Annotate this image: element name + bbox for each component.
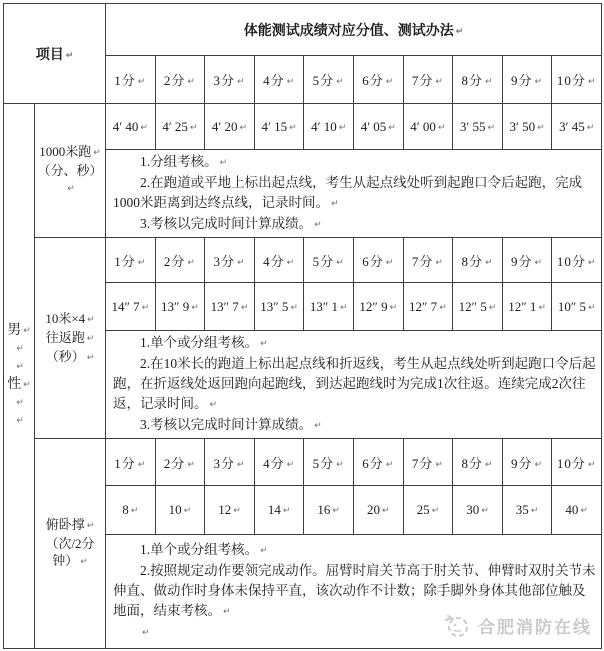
value-cell: 4′ 05 ↵	[353, 104, 403, 150]
item-name-line: （分、秒） ↵	[35, 162, 105, 198]
main-header: 体能测试成绩对应分值、测试办法 ↵	[106, 4, 602, 56]
item-name-pushups	[35, 439, 106, 649]
value-cell: 10 ↵	[155, 486, 205, 535]
value-cell: 14 ↵	[254, 486, 304, 535]
score-header-cell: 5分 ↵	[304, 439, 354, 486]
value-cell: 40 ↵	[552, 486, 602, 535]
score-header-cell: 8分 ↵	[453, 56, 503, 104]
empty-paragraph-mark	[4, 358, 34, 376]
value-cell: 12″ 7 ↵	[403, 283, 453, 331]
score-header-cell: 3分 ↵	[205, 439, 255, 486]
instructions-1000m	[106, 150, 602, 238]
fitness-test-table	[3, 3, 602, 649]
score-header-cell: 1分 ↵	[106, 238, 156, 283]
value-cell: 12″ 1 ↵	[502, 283, 552, 331]
score-header-row-2	[4, 238, 602, 283]
value-cell: 25 ↵	[403, 486, 453, 535]
instruction-paragraph: 1.单个或分组考核。 ↵	[113, 540, 596, 561]
value-cell: 13″ 1 ↵	[304, 283, 354, 331]
value-cell: 10″ 5 ↵	[552, 283, 602, 331]
score-header-cell: 4分 ↵	[254, 439, 304, 486]
instruction-paragraph: 2.按照规定动作要领完成动作。屈臂时肩关节高于肘关节、伸臂时双肘关节未伸直、做动作时身体未保持平直，该次动作不计数；除手脚外身体其他部位触及地面，结束考核。 ↵	[113, 561, 596, 622]
gender-char: 性 ↵	[4, 376, 34, 394]
item-name-line: 1000米跑 ↵	[35, 143, 105, 162]
value-cell: 4′ 10 ↵	[304, 104, 354, 150]
value-cell: 3′ 50 ↵	[502, 104, 552, 150]
score-header-cell: 1分 ↵	[106, 56, 156, 104]
project-header: 项目 ↵	[4, 4, 106, 104]
score-header-cell: 10分 ↵	[552, 439, 602, 486]
empty-paragraph-mark	[4, 394, 34, 412]
value-cell: 13″ 9 ↵	[155, 283, 205, 331]
score-header-cell: 7分 ↵	[403, 439, 453, 486]
value-cell: 16 ↵	[304, 486, 354, 535]
score-header-cell: 5分 ↵	[304, 56, 354, 104]
score-header-cell: 9分 ↵	[502, 56, 552, 104]
gender-cell	[4, 104, 35, 649]
item-name-shuttle-run	[35, 238, 106, 439]
score-header-cell: 6分 ↵	[353, 439, 403, 486]
instructions-shuttle	[106, 331, 602, 439]
watermark-text: 合肥消防在线	[478, 617, 592, 637]
item-name-line: （秒） ↵	[35, 348, 105, 367]
score-header-cell: 6分 ↵	[353, 238, 403, 283]
instruction-paragraph: 2.在10米长的跑道上标出起点线和折返线，考生从起点线处听到起跑口令后起跑，在折返线处返回跑向起跑线，到达起跑线时为完成1次往返。连续完成2次往返，记录时间。 ↵	[113, 354, 596, 415]
value-cell: 3′ 45 ↵	[552, 104, 602, 150]
instruction-paragraph: 3.考核以完成时间计算成绩。 ↵	[113, 214, 596, 235]
value-cell: 4′ 00 ↵	[403, 104, 453, 150]
value-cell: 35 ↵	[502, 486, 552, 535]
values-row-1000m	[4, 104, 602, 150]
score-header-cell: 9分 ↵	[502, 238, 552, 283]
gender-char: 男 ↵	[4, 322, 34, 340]
score-header-cell: 2分 ↵	[155, 238, 205, 283]
score-header-cell: 9分 ↵	[502, 439, 552, 486]
score-header-cell: 2分 ↵	[155, 439, 205, 486]
score-header-cell: 5分 ↵	[304, 238, 354, 283]
score-header-cell: 7分 ↵	[403, 238, 453, 283]
value-cell: 8 ↵	[106, 486, 156, 535]
item-name-line: 钟） ↵	[35, 552, 105, 571]
score-header-cell: 10分 ↵	[552, 56, 602, 104]
score-header-cell: 2分 ↵	[155, 56, 205, 104]
item-name-1000m-run	[35, 104, 106, 238]
value-cell: 20 ↵	[353, 486, 403, 535]
instruction-paragraph: 1.分组考核。 ↵	[113, 152, 596, 173]
value-cell: 12 ↵	[205, 486, 255, 535]
item-name-line: 10米×4 ↵	[35, 310, 105, 329]
instruction-paragraph: 3.考核以完成时间计算成绩。 ↵	[113, 415, 596, 436]
value-cell: 12″ 5 ↵	[453, 283, 503, 331]
value-cell: 14″ 7 ↵	[106, 283, 156, 331]
score-header-cell: 3分 ↵	[205, 238, 255, 283]
empty-paragraph-mark	[4, 412, 34, 430]
value-cell: 4′ 25 ↵	[155, 104, 205, 150]
score-header-cell: 6分 ↵	[353, 56, 403, 104]
item-name-line: 往返跑 ↵	[35, 329, 105, 348]
value-cell: 12″ 9 ↵	[353, 283, 403, 331]
instruction-paragraph: 2.在跑道或平地上标出起点线，考生从起点线处听到起跑口令后起跑，完成1000米距离到达终点线，记录时间。 ↵	[113, 173, 596, 214]
header-row	[4, 4, 602, 56]
score-header-cell: 4分 ↵	[254, 238, 304, 283]
score-header-cell: 4分 ↵	[254, 56, 304, 104]
value-cell: 3′ 55 ↵	[453, 104, 503, 150]
score-header-cell: 7分 ↵	[403, 56, 453, 104]
item-name-line: 俯卧撑 ↵	[35, 516, 105, 535]
value-cell: 4′ 40 ↵	[106, 104, 156, 150]
fire-brigade-logo-icon	[442, 610, 472, 640]
score-header-cell: 3分 ↵	[205, 56, 255, 104]
score-header-row-3	[4, 439, 602, 486]
item-name-line: （次/2分	[45, 536, 95, 551]
value-cell: 13″ 5 ↵	[254, 283, 304, 331]
value-cell: 13″ 7 ↵	[205, 283, 255, 331]
value-cell: 4′ 20 ↵	[205, 104, 255, 150]
watermark	[442, 610, 592, 640]
empty-paragraph-mark	[4, 340, 34, 358]
score-header-cell: 8分 ↵	[453, 238, 503, 283]
score-header-cell: 8分 ↵	[453, 439, 503, 486]
value-cell: 4′ 15 ↵	[254, 104, 304, 150]
instruction-paragraph: 1.单个或分组考核。 ↵	[113, 333, 596, 354]
score-header-cell: 10分 ↵	[552, 238, 602, 283]
value-cell: 30 ↵	[453, 486, 503, 535]
score-header-cell: 1分 ↵	[106, 439, 156, 486]
